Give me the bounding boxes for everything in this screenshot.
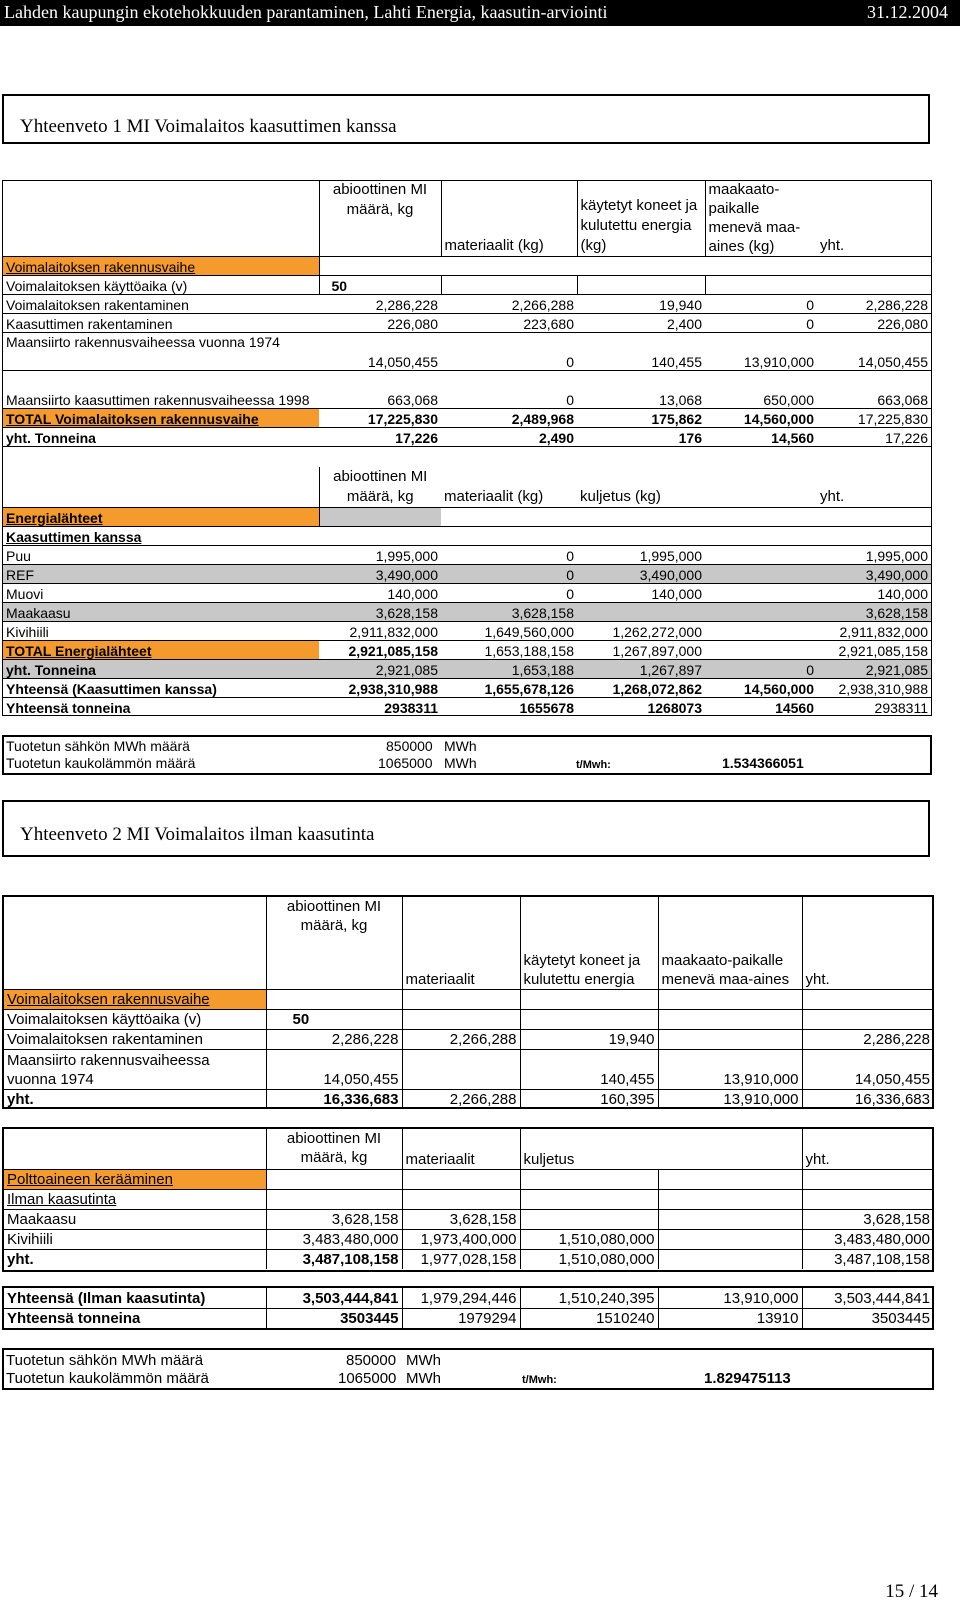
table-row-tonnes: yht. Tonneina 17,226 2,490 176 14,560 17,226 [3,428,931,447]
table-row-total: TOTAL Voimalaitoksen rakennusvaihe 17,225,830 2,489,968 175,862 14,560,000 17,225,830 [3,409,931,428]
header-title: Lahden kaupungin ekotehokkuuden parantaminen, Lahti Energia, kaasutin-arviointi [4,2,608,22]
s2-heat-value: 1065000 [338,1370,397,1387]
s2-col2-materials: materiaalit [402,1129,520,1169]
table-row: Kaasuttimen rakentaminen 226,080 223,680 2,400 0 226,080 [3,314,931,333]
table-row-tonnes: yht. Tonneina 2,921,085 1,653,188 1,267,897 0 2,921,085 [3,659,931,678]
table-row: REF 3,490,000 0 3,490,000 3,490,000 [3,564,931,583]
table-row: Maansiirto kaasuttimen rakennusvaiheessa 1998 663,068 0 13,068 650,000 663,068 [3,371,931,409]
s1-phase-label: Voimalaitoksen rakennusvaihe [3,257,319,276]
page-header [0,0,960,26]
s1-heat-value: 1065000 [378,755,433,771]
s1-col-abiotic: abioottinen MI määrä, kg [319,180,441,257]
section1-table [3,180,931,716]
s2-col-machines: käytetyt koneet ja kulutettu energia [520,897,658,989]
s2-phase-label: Voimalaitoksen rakennusvaihe [4,989,266,1009]
table-row-grand: Yhteensä (Kaasuttimen kanssa) 2,938,310,988 1,655,678,126 1,268,072,862 14,560,000 2,938,310,988 [3,678,931,697]
s1-with-label: Kaasuttimen kanssa [3,526,319,545]
s1-el-label: Tuotetun sähkön MWh määrä [6,738,190,754]
s2-ratio-value: 1.829475113 [704,1370,791,1387]
section2-title: Yhteenveto 2 MI Voimalaitos ilman kaasutinta [20,824,375,845]
s2-col2-transport: kuljetus [520,1129,658,1169]
s1-el-unit: MWh [444,738,477,754]
s2-el-unit: MWh [406,1352,441,1369]
s1-energy-label: Energialähteet [3,507,319,526]
s1-ratio-value: 1.534366051 [722,755,804,771]
s1-heat-unit: MWh [444,755,477,771]
s2-heat-unit: MWh [406,1370,441,1387]
table-row: Maansiirto rakennusvaiheessa vuonna 1974 14,050,455 140,455 13,910,000 14,050,455 [4,1049,933,1089]
section1-title-box [2,94,930,144]
table-row: Maakaasu 3,628,158 3,628,158 3,628,158 [4,1209,933,1229]
table-row-total: yht. 16,336,683 2,266,288 160,395 13,910,000 16,336,683 [4,1089,933,1109]
s2-col-materials: materiaalit [402,897,520,989]
s2-el-value: 850000 [346,1352,397,1369]
s1-el-value: 850000 [386,738,433,754]
table-row-grand-tonnes: Yhteensä tonneina 2938311 1655678 1268073 14560 2938311 [3,697,931,716]
section2-grand-table [4,1288,933,1328]
s2-heat-label: Tuotetun kaukolämmön määrä [6,1370,209,1387]
table-row: Voimalaitoksen rakentaminen 2,286,228 2,266,288 19,940 0 2,286,228 [3,295,931,314]
s2-without-label: Ilman kaasutinta [4,1189,266,1209]
s1-life-value: 50 [319,276,441,295]
section1-title: Yhteenveto 1 MI Voimalaitos kaasuttimen kanssa [20,116,397,137]
table-row: Voimalaitoksen rakentaminen 2,286,228 2,266,288 19,940 2,286,228 [4,1029,933,1049]
table-row: Maansiirto rakennusvaiheessa vuonna 1974 14,050,455 0 140,455 13,910,000 14,050,455 [3,333,931,371]
s1-col-machines: käytetyt koneet ja kulutettu energia (kg) [577,180,705,257]
section2-table [4,897,933,1109]
s1-col2-total: yht. [820,487,845,505]
s2-life-value: 50 [266,1009,402,1029]
section2-summary [6,1350,926,1388]
table-row-grand: Yhteensä (Ilman kaasutinta) 3,503,444,841 1,979,294,446 1,510,240,395 13,910,000 3,503,444,841 [4,1288,933,1308]
s1-heat-label: Tuotetun kaukolämmön määrä [6,755,196,771]
s1-life-label: Voimalaitoksen käyttöaika (v) [3,276,319,295]
table-row: Puu 1,995,000 0 1,995,000 1,995,000 [3,545,931,564]
table-row-grand-tonnes: Yhteensä tonneina 3503445 1979294 1510240 13910 3503445 [4,1308,933,1328]
s1-ratio-label: t/Mwh: [576,759,611,771]
section1-summary [6,737,926,773]
table-row-total: yht. 3,487,108,158 1,977,028,158 1,510,080,000 3,487,108,158 [4,1249,933,1269]
s1-col2-abiotic: abioottinen MI määrä, kg [319,467,441,508]
header-date: 31.12.2004 [867,2,948,22]
table-row: Maakaasu 3,628,158 3,628,158 3,628,158 [3,602,931,621]
s2-col2-abiotic: abioottinen MI määrä, kg [266,1129,402,1169]
table-row-total: TOTAL Energialähteet 2,921,085,158 1,653,188,158 1,267,897,000 2,921,085,158 [3,640,931,659]
page-number: 15 / 14 [885,1581,938,1602]
s2-ratio-label: t/Mwh: [522,1374,557,1386]
section2-title-box [2,800,930,857]
s2-col-soil: maakaato-paikalle menevä maa-aines [658,897,802,989]
table-row: Muovi 140,000 0 140,000 140,000 [3,583,931,602]
s1-col2-transport: kuljetus (kg) [580,487,661,505]
s1-col2-materials: materiaalit (kg) [444,487,544,505]
table-row: Kivihiili 3,483,480,000 1,973,400,000 1,510,080,000 3,483,480,000 [4,1229,933,1249]
s1-col-materials: materiaalit (kg) [441,180,577,257]
s2-el-label: Tuotetun sähkön MWh määrä [6,1352,204,1369]
section2-fuel-table [4,1129,933,1269]
s2-col2-total: yht. [802,1129,933,1169]
s2-col-total: yht. [802,897,933,989]
table-row: Kivihiili 2,911,832,000 1,649,560,000 1,262,272,000 2,911,832,000 [3,621,931,640]
s2-fuel-label: Polttoaineen kerääminen [4,1169,266,1189]
s1-col-soil: maakaato-paikalle menevä maa-aines (kg) [705,180,817,257]
s2-life-label: Voimalaitoksen käyttöaika (v) [4,1009,266,1029]
s2-col-abiotic: abioottinen MI määrä, kg [266,897,402,989]
s1-col-total: yht. [820,237,845,254]
